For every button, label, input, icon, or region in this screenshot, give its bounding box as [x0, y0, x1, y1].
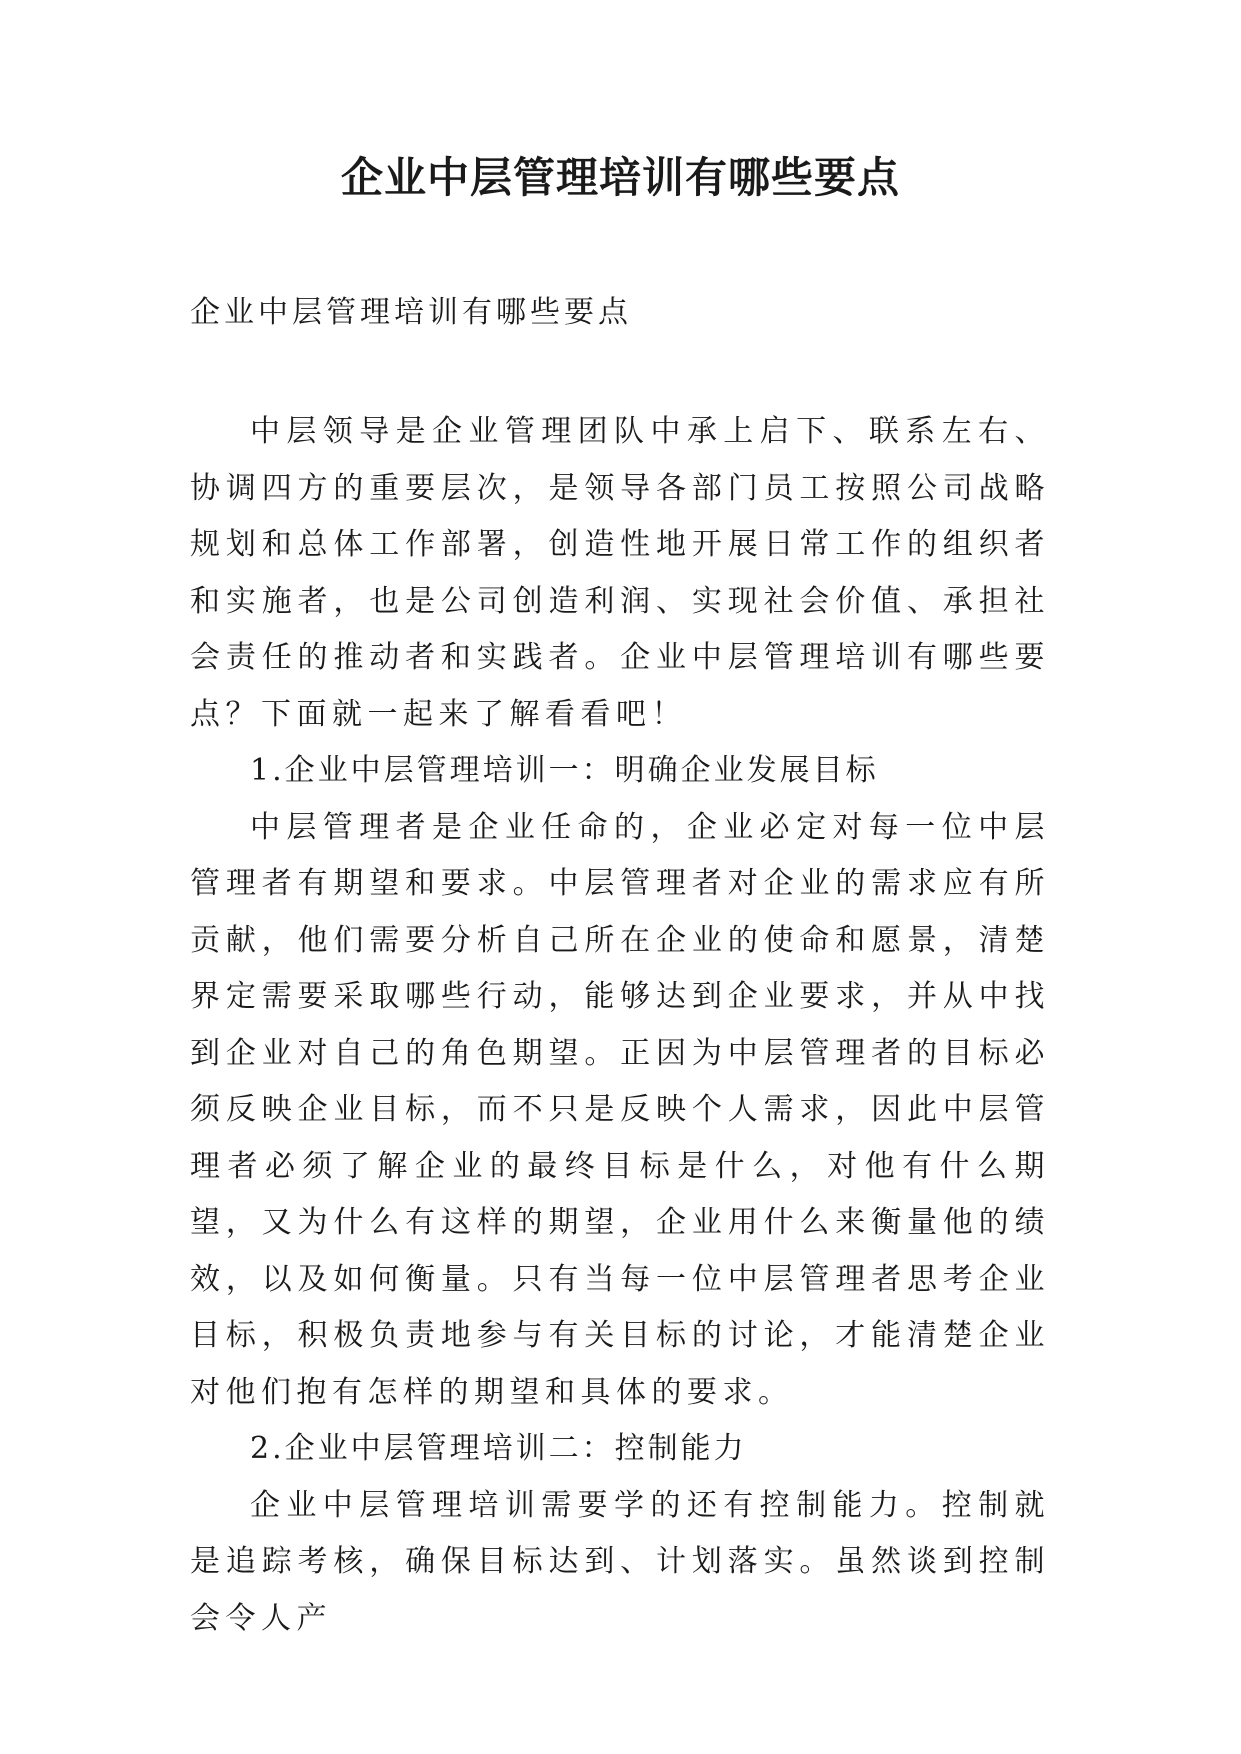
section-heading-1: 1.企业中层管理培训一：明确企业发展目标 [250, 753, 879, 788]
document-title: 企业中层管理培训有哪些要点 [340, 153, 900, 202]
section-paragraph-2: 企业中层管理培训需要学的还有控制能力。控制就是追踪考核，确保目标达到、计划落实。虽然谈到控制会令人产 [190, 1487, 1050, 1636]
document-body [190, 404, 1050, 1647]
document-subtitle: 企业中层管理培训有哪些要点 [190, 295, 632, 330]
section-heading-2: 2.企业中层管理培训二：控制能力 [250, 1431, 747, 1466]
intro-paragraph: 中层领导是企业管理团队中承上启下、联系左右、协调四方的重要层次，是领导各部门员工按照公司战略规划和总体工作部署，创造性地开展日常工作的组织者和实施者，也是公司创造利润、实现社会价值、承担社会责任的推动者和实践者。企业中层管理培训有哪些要点？下面就一起来了解看看吧！ [190, 414, 1050, 732]
section-paragraph-1: 中层管理者是企业任命的，企业必定对每一位中层管理者有期望和要求。中层管理者对企业的需求应有所贡献，他们需要分析自己所在企业的使命和愿景，清楚界定需要采取哪些行动，能够达到企业要求，并从中找到企业对自己的角色期望。正因为中层管理者的目标必须反映企业目标，而不只是反映个人需求，因此中层管理者必须了解企业的最终目标是什么，对他有什么期望，又为什么有这样的期望，企业用什么来衡量他的绩效，以及如何衡量。只有当每一位中层管理者思考企业目标，积极负责地参与有关目标的讨论，才能清楚企业对他们抱有怎样的期望和具体的要求。 [190, 809, 1050, 1410]
